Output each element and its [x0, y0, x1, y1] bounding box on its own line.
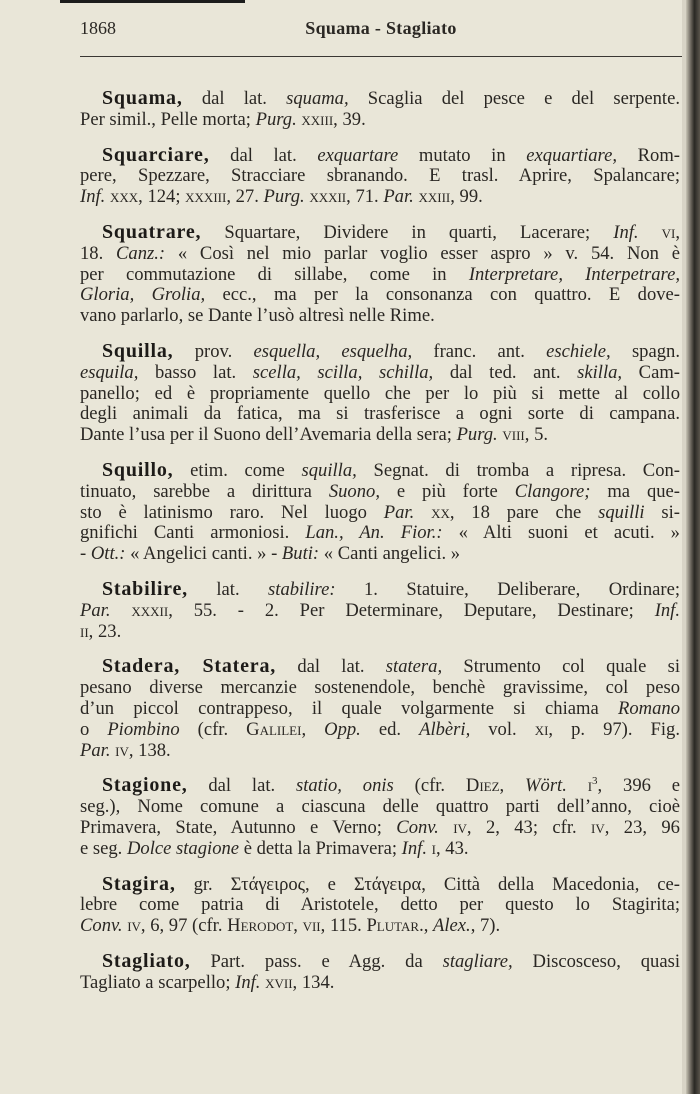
italic-text: Ott.:: [90, 543, 126, 565]
small-caps-text: iv: [115, 739, 129, 761]
entry-line: [80, 699, 680, 720]
headword: Stagione,: [102, 774, 188, 797]
text: , 27.: [226, 186, 264, 208]
italic-text: Inf.: [401, 837, 427, 859]
text: vano parlarlo, se Dante l’usò altresì nelle Rime.: [80, 305, 435, 327]
italic-text: Suono,: [328, 480, 380, 502]
headword: Squama,: [102, 87, 183, 109]
headword: Stadera, Statera,: [102, 655, 277, 678]
text: « Canti angelici. »: [319, 543, 461, 565]
text: 18.: [80, 242, 117, 264]
entry-line: [80, 88, 680, 110]
headword: Stabilire,: [102, 577, 188, 600]
superscript: 3: [592, 775, 598, 788]
dictionary-entry: [80, 579, 680, 642]
italic-text: Par.: [80, 739, 111, 761]
text: dal lat.: [209, 144, 318, 166]
text: , 43.: [435, 837, 469, 859]
entry-line: [80, 656, 680, 678]
headword: Stagira,: [102, 872, 176, 895]
entry-line: [80, 916, 680, 937]
text: ed.: [360, 718, 420, 740]
text: basso lat.: [138, 361, 253, 383]
text: prov.: [173, 340, 254, 362]
headword: Squillo,: [102, 458, 174, 481]
text: gr. Στάγειρος, e Στάγειρα, Città della Macedonia, ce-: [175, 873, 680, 895]
italic-text: Buti:: [281, 543, 320, 565]
text: pesano diverse mercanzie sostenendole, benchè gravissime, col peso: [80, 677, 680, 699]
italic-text: esquella, esquelha,: [253, 340, 413, 362]
text: Cam-: [622, 361, 680, 383]
entry-line: [80, 244, 680, 265]
italic-text: Alex.: [433, 915, 471, 937]
text: dal lat.: [187, 775, 296, 797]
running-title: Squama - Stagliato: [305, 18, 457, 38]
text: Discosceso, quasi: [512, 950, 680, 972]
entry-line: [80, 839, 680, 860]
text: Primavera, State, Autunno e Verno;: [80, 816, 397, 838]
text: ,: [423, 915, 434, 937]
text: , 6, 97 (cfr.: [140, 915, 228, 937]
text: (cfr.: [179, 718, 247, 740]
dictionary-entry: [80, 145, 680, 208]
entry-line: [80, 482, 680, 503]
page-top-shadow: [60, 0, 245, 3]
text: dal lat.: [276, 656, 386, 678]
text: franc. ant.: [412, 340, 547, 362]
italic-text: Purg.: [263, 186, 305, 208]
italic-text: Purg.: [456, 424, 498, 446]
italic-text: scella, scilla, schilla,: [252, 361, 434, 383]
entry-line: [80, 973, 680, 994]
dictionary-entries: [80, 88, 680, 1007]
entry-line: [80, 166, 680, 187]
entry-line: [80, 797, 680, 818]
page-number: 1868: [80, 18, 116, 38]
small-caps-text: xi: [534, 718, 549, 740]
small-caps-text: xvii: [265, 971, 293, 993]
small-caps-text: xxxii: [309, 186, 347, 208]
italic-text: exquartiare,: [526, 144, 617, 166]
italic-text: stagliare,: [442, 950, 513, 972]
text: Segnat. di tromba a ripresa. Con-: [356, 459, 680, 481]
entry-line: [80, 145, 680, 167]
text: e seg.: [80, 837, 127, 859]
text: Per simil., Pelle morta;: [80, 108, 256, 130]
text: [639, 222, 662, 243]
italic-text: Opp.: [324, 718, 361, 740]
text: , 2, 43; cfr.: [466, 816, 592, 838]
text: spagn.: [610, 340, 680, 362]
entry-line: [80, 720, 680, 741]
text: ,: [675, 221, 680, 243]
italic-text: Par.: [80, 599, 111, 621]
small-caps-text: iv: [453, 816, 467, 838]
text: o: [80, 718, 108, 740]
italic-text: Conv.: [80, 915, 123, 937]
entry-line: [80, 363, 680, 384]
text: dal lat.: [182, 88, 287, 109]
dictionary-entry: [80, 951, 680, 994]
text: si-: [644, 501, 680, 523]
italic-text: statio, onis: [295, 775, 394, 797]
small-caps-text: Galilei: [246, 718, 302, 740]
italic-text: squilli: [598, 501, 645, 523]
italic-text: Canz.:: [116, 242, 166, 264]
italic-text: Inf.: [654, 599, 680, 621]
entry-line: [80, 622, 680, 643]
text: d’un piccol contrappeso, il quale volgarmente si chiama: [80, 697, 619, 719]
dictionary-entry: [80, 460, 680, 565]
page-header: [80, 16, 682, 56]
small-caps-text: vii: [302, 915, 321, 937]
text: [439, 817, 453, 838]
italic-text: Wört.: [525, 775, 567, 797]
small-caps-text: i: [587, 775, 593, 797]
italic-text: eschiele,: [546, 340, 611, 362]
italic-text: stabilire:: [268, 578, 336, 600]
entry-line: [80, 544, 680, 565]
text: panello; ed è propriamente quello che per lo più si mette al collo: [80, 382, 680, 404]
dictionary-entry: [80, 656, 680, 761]
headword: Stagliato,: [102, 949, 191, 972]
entry-line: [80, 187, 680, 208]
text: , 396 e: [597, 775, 680, 797]
text: , 18 pare che: [449, 501, 599, 523]
text: [414, 502, 431, 523]
entry-line: [80, 341, 680, 363]
small-caps-text: Diez: [465, 775, 500, 797]
text: vol.: [470, 718, 535, 740]
text: dal ted. ant.: [433, 361, 578, 383]
small-caps-text: xx: [431, 501, 450, 523]
entry-line: [80, 579, 680, 601]
text: « Angelici canti. » -: [125, 543, 282, 565]
entry-line: [80, 425, 680, 446]
italic-text: Purg.: [255, 108, 297, 130]
text: Squartare, Dividere in quarti, Lacerare;: [201, 221, 614, 243]
entry-line: [80, 384, 680, 405]
book-binding-edge: [686, 0, 700, 1094]
entry-line: [80, 265, 680, 286]
text: Part. pass. e Agg. da: [190, 950, 443, 972]
italic-text: Piombino: [107, 718, 180, 740]
text: , 23, 96: [604, 816, 680, 838]
entry-line: [80, 951, 680, 973]
italic-text: Par.: [383, 186, 414, 208]
text: , 39.: [333, 108, 366, 130]
small-caps-text: xxiii: [301, 108, 334, 130]
header-rule: [80, 56, 682, 57]
italic-text: Lan., An. Fior.:: [305, 522, 443, 544]
small-caps-text: xxiii: [418, 186, 451, 208]
dictionary-entry: [80, 874, 680, 937]
italic-text: Inf.: [235, 971, 261, 993]
small-caps-text: Herodot: [227, 915, 294, 937]
small-caps-text: Plutar.: [366, 915, 424, 937]
text: lebre come patria di Aristotele, detto per questo lo Stagirita;: [80, 894, 680, 916]
text: per commutazione di sillabe, come in: [80, 263, 469, 285]
text: e più forte: [379, 480, 515, 502]
italic-text: Interpretare, Interpetrare,: [468, 263, 681, 285]
text: ,: [499, 775, 526, 797]
text: Rom-: [616, 144, 680, 166]
text: è detta la Primavera;: [239, 837, 402, 859]
text: « Così nel mio parlar voglio esser aspro » v. 54. Non è: [165, 242, 680, 264]
italic-text: exquartare: [317, 144, 399, 166]
italic-text: squama,: [286, 88, 349, 109]
italic-text: Albèri,: [419, 718, 471, 740]
text: , 99.: [450, 186, 483, 208]
text: , 5.: [524, 424, 549, 446]
small-caps-text: xxxii: [131, 599, 169, 621]
text: [110, 600, 131, 621]
text: -: [80, 543, 91, 565]
text: « Alti suoni et acuti. »: [442, 522, 680, 544]
text: , 124;: [138, 186, 186, 208]
italic-text: statera,: [385, 656, 443, 678]
text: [567, 775, 588, 796]
text: 1. Statuire, Deliberare, Ordinare;: [335, 578, 680, 600]
text: , 23.: [88, 620, 122, 642]
small-caps-text: xxx: [109, 186, 139, 208]
entry-line: [80, 306, 680, 327]
text: , 7).: [470, 915, 501, 937]
text: Dante l’usa per il Suono dell’Avemaria della sera;: [80, 424, 457, 446]
entry-line: [80, 503, 680, 524]
text: , 55. - 2. Per Determinare, Deputare, Destinare;: [168, 599, 655, 621]
text: seg.), Nome comune a ciascuna delle quattro parti dell’anno, cioè: [80, 796, 680, 818]
text: mutato in: [398, 144, 527, 166]
entry-line: [80, 874, 680, 896]
text: pere, Spezzare, Stracciare sbranando. E trasl. Aprire, Spalancare;: [80, 165, 680, 187]
headword: Squatrare,: [102, 220, 202, 243]
entry-line: [80, 110, 680, 131]
entry-line: [80, 285, 680, 306]
entry-line: [80, 818, 680, 839]
italic-text: Par.: [383, 501, 415, 523]
text: (cfr.: [393, 775, 466, 797]
text: degli animali da fatica, ma si trasferisce a ogni sorte di campana.: [80, 403, 680, 425]
small-caps-text: ii: [80, 620, 89, 642]
entry-line: [80, 404, 680, 425]
italic-text: Gloria, Grolia,: [80, 284, 206, 306]
entry-line: [80, 775, 680, 797]
text: Tagliato a scarpello;: [80, 971, 236, 993]
italic-text: skilla,: [577, 361, 623, 383]
italic-text: esquila,: [80, 361, 139, 383]
text: ,: [293, 915, 303, 937]
small-caps-text: iv: [127, 915, 141, 937]
entry-line: [80, 460, 680, 482]
small-caps-text: i: [431, 837, 436, 859]
text: ma que-: [590, 480, 680, 502]
small-caps-text: viii: [502, 424, 525, 446]
small-caps-text: iv: [591, 816, 605, 838]
entry-line: [80, 601, 680, 622]
small-caps-text: vi: [661, 221, 676, 243]
headword: Squarciare,: [102, 143, 210, 166]
text: gnifichi Canti armoniosi.: [80, 522, 306, 544]
dictionary-entry: [80, 88, 680, 131]
text: ,: [301, 718, 325, 740]
text: Strumento col quale si: [442, 656, 680, 678]
entry-line: [80, 895, 680, 916]
italic-text: Clangore;: [514, 480, 591, 502]
dictionary-entry: [80, 222, 680, 327]
text: , p. 97). Fig.: [548, 718, 680, 740]
text: , 115.: [320, 915, 367, 937]
text: tinuato, sarebbe a dirittura: [80, 480, 329, 502]
text: ecc., ma per la consonanza con quattro. E dove-: [205, 284, 680, 306]
text: sto è latinismo raro. Nel luogo: [80, 501, 384, 523]
text: , 71.: [346, 186, 384, 208]
text: Scaglia del pesce e del serpente.: [348, 88, 680, 109]
text: lat.: [187, 578, 269, 600]
entry-line: [80, 678, 680, 699]
italic-text: Conv.: [396, 816, 439, 838]
dictionary-entry: [80, 775, 680, 859]
italic-text: Inf.: [80, 186, 106, 208]
entry-line: [80, 741, 680, 762]
italic-text: squilla,: [301, 459, 357, 481]
italic-text: Inf.: [613, 221, 639, 243]
text: , 138.: [128, 739, 171, 761]
dictionary-entry: [80, 341, 680, 446]
small-caps-text: xxxiii: [185, 186, 227, 208]
entry-line: [80, 523, 680, 544]
headword: Squilla,: [102, 339, 174, 362]
entry-line: [80, 222, 680, 244]
text: etim. come: [173, 459, 302, 481]
text: , 134.: [292, 971, 335, 993]
italic-text: Dolce stagione: [126, 837, 240, 859]
italic-text: Romano: [618, 697, 680, 719]
